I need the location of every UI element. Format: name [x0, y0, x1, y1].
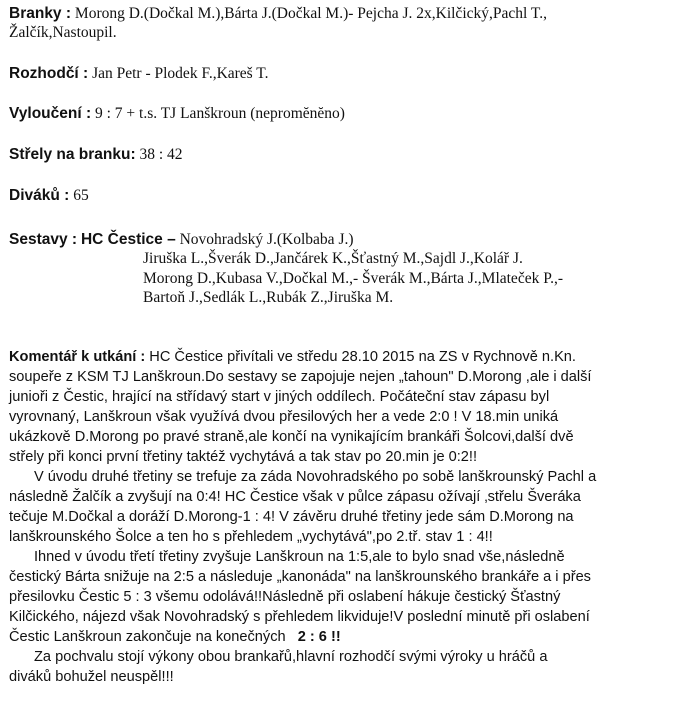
komentar-line-9: tečuje M.Dočkal a doráží D.Morong-1 : 4! V závěru druhé třetiny jede sám D.Morong na [9, 509, 574, 525]
komentar-line-1 [9, 347, 674, 367]
divaku-line [9, 186, 89, 205]
strely-line [9, 145, 183, 164]
vylouceni-value: 9 : 7 + t.s. TJ Lanškroun (nepromĕnĕno) [94, 105, 345, 122]
sestavy-players-1: Jiruška L.,Šverák D.,Jančárek K.,Šťastný M.,Sajdl J.,Kolář J. [143, 250, 523, 267]
sestavy-label: Sestavy : [9, 231, 78, 248]
komentar-line-16: Za pochvalu stojí výkony obou brankařů,hlavní rozhodčí svými výroky u hráčů a [34, 649, 548, 665]
komentar-line-4: vyrovnaný, Lanškroun však využívá dvou přesilových her a vede 2:0 ! V 18.min uniká [9, 409, 559, 425]
komentar-line-3: junioři z Čestic, hrající na střídavý start v jiných oddílech. Počáteční stav zápasu byl [9, 389, 550, 405]
final-score: 2 : 6 !! [297, 629, 341, 645]
vylouceni-label: Vyloučení : [9, 105, 92, 122]
rozhodci-label: Rozhodčí : [9, 65, 89, 82]
komentar-line-7: V úvodu druhé třetiny se trefuje za záda Novohradského po sobě lanškrounský Pachl a [34, 469, 597, 485]
branky-value-2: Žalčík,Nastoupil. [9, 24, 117, 41]
komentar-text-1: HC Čestice přivítali ve středu 28.10 2015 na ZS v Rychnově n.Kn. [149, 349, 576, 365]
komentar-line-10: lanškrounského Šolce a ten ho s přehledem „vychytává",po 2.tř. stav 1 : 4!! [9, 529, 493, 545]
rozhodci-line [9, 64, 269, 83]
komentar-text-15: Čestic Lanškroun zakončuje na konečných [9, 629, 286, 645]
branky-line-2 [9, 23, 117, 42]
komentar-line-12: čestický Bárta snižuje na 2:5 a následuje „kanonáda" na lanškrounského brankáře a i přes [9, 569, 591, 585]
komentar-line-2: soupeře z KSM TJ Lanškroun.Do sestavy se zapojuje nejen „tahoun" D.Morong ,ale i další [9, 369, 592, 385]
rozhodci-value: Jan Petr - Plodek F.,Kareš T. [92, 65, 269, 82]
komentar-line-8: následně Žalčík a zvyšují na 0:4! HC Čestice však v půlce zápasu ožívají ‚střelu Šveráka [9, 489, 581, 505]
komentar-line-15 [9, 627, 674, 647]
divaku-label: Diváků : [9, 187, 70, 204]
komentar-block [9, 347, 674, 687]
branky-label: Branky : [9, 5, 72, 22]
komentar-line-11: Ihned v úvodu třetí třetiny zvyšuje Lanškroun na 1:5,ale to bylo snad vše,následně [34, 549, 565, 565]
strely-label: Střely na branku: [9, 146, 136, 163]
komentar-line-6: střely při konci první třetiny taktéž vychytává a tak stav po 20.min je 0:2!! [9, 449, 478, 465]
komentar-line-17: diváků bohužel neuspěl!!! [9, 669, 174, 685]
divaku-value: 65 [73, 187, 89, 204]
sestavy-players-3: Bartoň J.,Sedlák L.,Rubák Z.,Jiruška M. [143, 289, 394, 306]
sestavy-line-2 [143, 249, 523, 268]
sestavy-team: HC Čestice – [80, 231, 176, 248]
strely-value: 38 : 42 [139, 146, 183, 163]
branky-line-1 [9, 4, 547, 23]
komentar-line-13: přesilovku Čestic 5 : 3 všemu odolává!!Následně při oslabení hákuje čestický Šťastný [9, 589, 561, 605]
sestavy-line-4 [143, 288, 393, 307]
sestavy-players-2: Morong D.,Kubasa V.,Dočkal M.,- Šverák M.,Bárta J.,Mlateček P.,- [143, 270, 564, 287]
sestavy-line-3 [143, 269, 563, 288]
vylouceni-line [9, 104, 345, 123]
komentar-line-14: Kilčického, nájezd však Novohradský s přehledem likviduje!V poslední minutě při oslabení [9, 609, 590, 625]
sestavy-line-1 [9, 230, 354, 249]
sestavy-goalie: Novohradský J.(Kolbaba J.) [179, 231, 354, 248]
komentar-line-5: ukázkově D.Morong po pravé straně,ale končí na vynikajícím brankáři Šolcovi,další dvě [9, 429, 574, 445]
branky-value-1: Morong D.(Dočkal M.),Bárta J.(Dočkal M.)- Pejcha J. 2x,Kilčický,Pachl T., [74, 5, 547, 22]
komentar-label: Komentář k utkání : [9, 349, 146, 365]
